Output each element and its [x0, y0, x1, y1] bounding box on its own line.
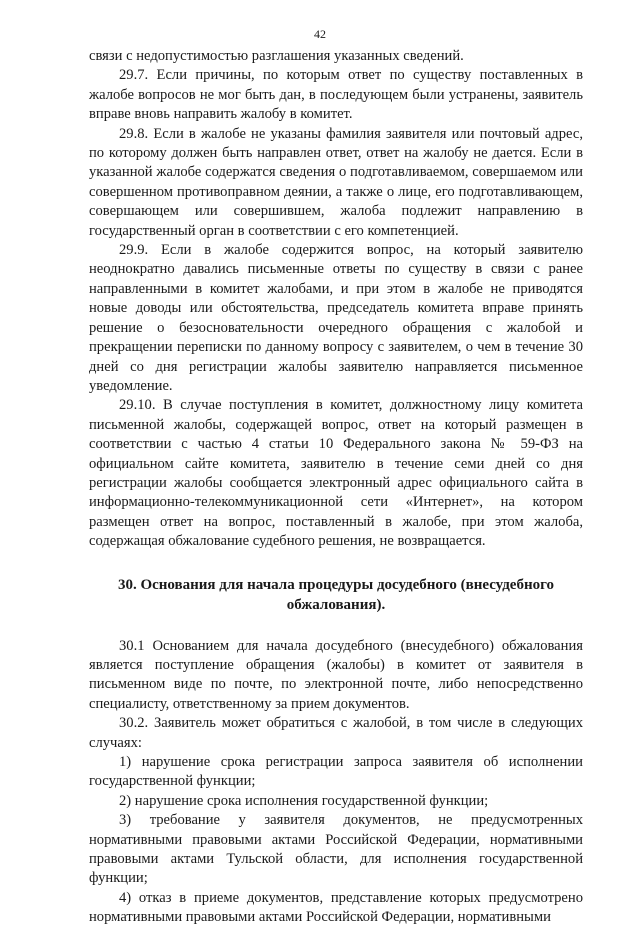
page-number: 42: [314, 27, 326, 41]
paragraph-continuation: связи с недопустимостью разглашения указанных сведений.: [89, 48, 464, 64]
list-item-3: 3) требование у заявителя документов, не предусмотренных нормативными правовыми актами Российской Федерации, нормативными правовыми актами Тульской области, для исполнения государственной функции;: [89, 812, 583, 887]
list-item-4: 4) отказ в приеме документов, представление которых предусмотрено нормативными правовыми актами Российской Федерации, нормативными: [89, 889, 583, 926]
paragraph-30-2: 30.2. Заявитель может обратиться с жалобой, в том числе в следующих случаях:: [89, 715, 583, 751]
paragraph-30-1: 30.1 Основанием для начала досудебного (внесудебного) обжалования является поступление обращения (жалобы) в комитет от заявителя в письменном виде по почте, по электронной почте, либо непосредственно специалисту, ответственному за прием документов.: [89, 637, 583, 712]
document-body: [89, 47, 583, 928]
list-item-1: 1) нарушение срока регистрации запроса заявителя об исполнении государственной функции;: [89, 754, 583, 790]
list-item-2: 2) нарушение срока исполнения государственной функции;: [119, 792, 489, 809]
paragraph-29-8: 29.8. Если в жалобе не указаны фамилия заявителя или почтовый адрес, по которому должен быть направлен ответ, ответ на жалобу не дается. Если в указанной жалобе содержатся сведения о подготавливаемом, совершаемом или совершенном противоправном деянии, а также о лице, его подготавливающем, совершающем или совершившем, жалоба подлежит направлению в государственный орган в соответствии с его компетенцией.: [89, 125, 583, 239]
paragraph-29-10: 29.10. В случае поступления в комитет, должностному лицу комитета письменной жалобы, содержащей вопрос, ответ на который размещен в соответствии с частью 4 статьи 10 Федерального закона № 59-ФЗ на официальном сайте комитета, заявителю в течение семи дней со дня регистрации жалобы сообщается электронный адрес официального сайта в информационно-телекоммуникационной сети «Интернет», на котором размещен ответ на вопрос, поставленный в жалобе, при этом жалоба, содержащая обжалование судебного решения, не возвращается.: [89, 397, 583, 550]
paragraph-29-9: 29.9. Если в жалобе содержится вопрос, на который заявителю неоднократно давались письменные ответы по существу в связи с ранее направленными в комитет жалобами, и при этом в жалобе не приводятся новые доводы или обстоятельства, председатель комитета вправе принять решение о безосновательности очередного обращения с жалобой и прекращении переписки по данному вопросу с заявителем, о чем в течение 30 дней со дня регистрации жалобы заявителю направляется письменное уведомление.: [89, 242, 583, 394]
section-title-30: 30. Основания для начала процедуры досудебного (внесудебного обжалования).: [117, 576, 555, 613]
paragraph-29-7: 29.7. Если причины, по которым ответ по существу поставленных в жалобе вопросов не мог быть дан, в последующем были устранены, заявитель вправе вновь направить жалобу в комитет.: [89, 67, 583, 123]
